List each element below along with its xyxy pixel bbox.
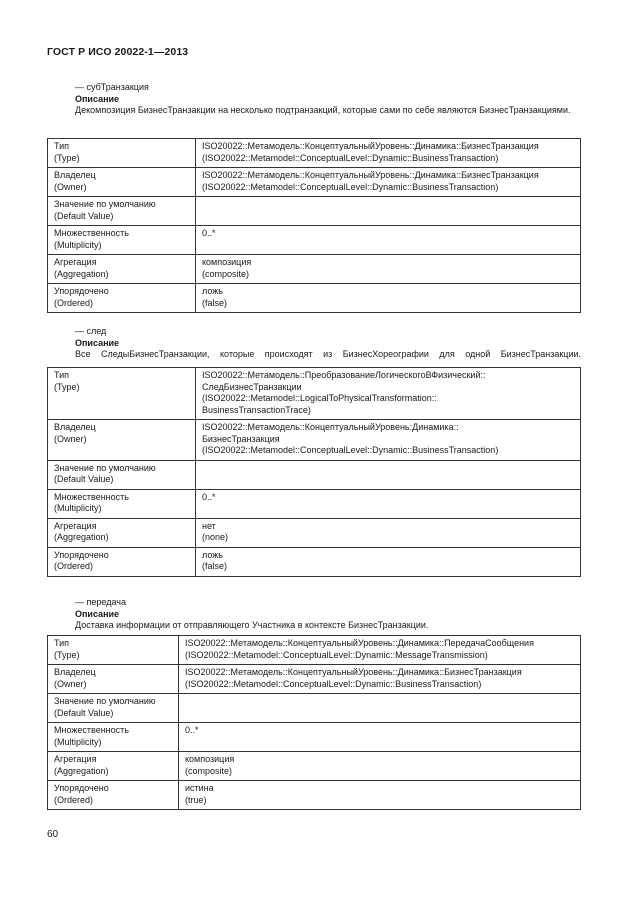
- property-value-cell: [196, 139, 581, 168]
- property-label-line: Упорядочено: [54, 549, 109, 560]
- property-value-line: ISO20022::Метамодель::КонцептуальныйУровень:Динамика::: [202, 422, 459, 432]
- property-value-line: (ISO20022::Metamodel::ConceptualLevel::Dynamic::BusinessTransaction): [185, 678, 482, 689]
- table-row: [48, 547, 581, 576]
- table-row: [48, 723, 581, 752]
- property-label-cell: [48, 636, 179, 665]
- property-label-cell: [48, 420, 196, 461]
- property-label-line: (Ordered): [54, 561, 94, 571]
- table-row: [48, 368, 581, 420]
- page-number: 60: [47, 829, 59, 840]
- table-row: [48, 420, 581, 461]
- property-label-cell: [48, 168, 196, 197]
- property-label-cell: [48, 781, 179, 810]
- property-label-line: Множественность: [54, 228, 129, 238]
- property-value-line: (ISO20022::Metamodel::ConceptualLevel::Dynamic::BusinessTransaction): [202, 181, 499, 192]
- property-label-line: Множественность: [54, 491, 129, 502]
- table-row: [48, 226, 581, 255]
- table-row: [48, 636, 581, 665]
- property-value-line: ISO20022::Метамодель::КонцептуальныйУровень::Динамика::ПередачаСообщения: [185, 638, 534, 648]
- property-label-line: (Multiplicity): [54, 736, 102, 747]
- property-label-cell: [48, 460, 196, 489]
- property-value-cell: [196, 255, 581, 284]
- property-value-line: (false): [202, 561, 228, 571]
- properties-table: [47, 367, 581, 577]
- property-value-cell: [196, 368, 581, 420]
- property-value-line: 0..*: [185, 725, 199, 735]
- table-row: [48, 665, 581, 694]
- property-label-line: Тип: [54, 638, 70, 648]
- property-value-cell: [179, 781, 581, 810]
- property-label-line: (Type): [54, 381, 80, 392]
- table-row: [48, 781, 581, 810]
- property-value-line: (composite): [202, 268, 250, 279]
- property-label-line: Значение по умолчанию: [54, 462, 156, 473]
- property-label-cell: [48, 139, 196, 168]
- property-value-cell: [196, 547, 581, 576]
- property-label-line: (Ordered): [54, 297, 94, 308]
- property-value-line: (true): [185, 794, 207, 805]
- property-value-cell: [196, 226, 581, 255]
- property-label-line: (Aggregation): [54, 532, 109, 542]
- property-label-line: (Owner): [54, 433, 87, 444]
- property-value-line: (composite): [185, 765, 233, 776]
- property-label-line: (Default Value): [54, 474, 114, 484]
- section-subtransaction: [47, 82, 581, 117]
- property-value-line: 0..*: [202, 491, 216, 502]
- property-value-line: СледБизнесТранзакции: [202, 381, 302, 392]
- description-label: Описание: [75, 93, 120, 104]
- property-label-cell: [48, 547, 196, 576]
- table-row: [48, 284, 581, 313]
- property-name: — передача: [75, 597, 126, 607]
- property-label-line: Агрегация: [54, 520, 97, 531]
- property-label-line: Владелец: [54, 667, 96, 677]
- property-name: — субТранзакция: [75, 82, 149, 92]
- property-value-line: (ISO20022::Metamodel::ConceptualLevel::Dynamic::BusinessTransaction): [202, 445, 499, 455]
- property-label-cell: [48, 665, 179, 694]
- property-value-cell: [196, 197, 581, 226]
- property-label-line: Тип: [54, 370, 70, 380]
- property-label-line: (Type): [54, 152, 80, 163]
- property-label-cell: [48, 226, 196, 255]
- property-label-line: Упорядочено: [54, 783, 109, 793]
- property-label-line: Значение по умолчанию: [54, 199, 156, 209]
- property-value-line: ISO20022::Метамодель::КонцептуальныйУровень::Динамика::БизнесТранзакция: [202, 141, 539, 151]
- description-text: Доставка информации от отправляющего Участника в контексте БизнесТранзакции.: [75, 620, 429, 630]
- description-text: Все СледыБизнесТранзакции, которые происходят из БизнесХореографии для одной БизнесТранзакции.: [75, 349, 581, 359]
- property-value-cell: [196, 284, 581, 313]
- property-value-cell: [179, 752, 581, 781]
- property-label-cell: [48, 489, 196, 518]
- property-label-cell: [48, 255, 196, 284]
- property-value-line: композиция: [185, 754, 235, 764]
- property-label-line: (Ordered): [54, 794, 94, 805]
- property-label-line: (Aggregation): [54, 765, 109, 776]
- section-transmission: [47, 597, 581, 632]
- property-value-cell: [196, 518, 581, 547]
- property-value-cell: [179, 636, 581, 665]
- property-value-line: истина: [185, 783, 214, 793]
- property-label-line: Множественность: [54, 725, 129, 735]
- property-value-line: ложь: [202, 549, 223, 560]
- property-label-line: (Default Value): [54, 707, 114, 718]
- property-label-cell: [48, 368, 196, 420]
- property-value-line: (ISO20022::Metamodel::ConceptualLevel::Dynamic::MessageTransmission): [185, 649, 488, 660]
- property-value-cell: [179, 665, 581, 694]
- description-label: Описание: [75, 337, 120, 348]
- property-value-line: ISO20022::Метамодель::ПреобразованиеЛогическогоВФизический::: [202, 370, 486, 380]
- table-row: [48, 255, 581, 284]
- property-label-cell: [48, 752, 179, 781]
- property-value-cell: [179, 694, 581, 723]
- table-row: [48, 168, 581, 197]
- property-value-line: (false): [202, 297, 228, 308]
- property-value-line: ложь: [202, 286, 223, 296]
- property-label-line: (Multiplicity): [54, 239, 102, 250]
- properties-table: [47, 138, 581, 313]
- document-header: ГОСТ Р ИСО 20022-1—2013: [47, 46, 189, 58]
- property-label-line: (Multiplicity): [54, 503, 102, 513]
- property-value-line: БизнесТранзакция: [202, 433, 280, 444]
- property-label-line: (Type): [54, 649, 80, 660]
- property-value-cell: [179, 723, 581, 752]
- property-value-line: (none): [202, 532, 229, 542]
- table-row: [48, 518, 581, 547]
- table-row: [48, 197, 581, 226]
- property-label-line: (Default Value): [54, 210, 114, 221]
- property-value-cell: [196, 460, 581, 489]
- property-label-line: (Owner): [54, 181, 87, 192]
- property-label-cell: [48, 518, 196, 547]
- property-label-line: (Owner): [54, 678, 87, 689]
- property-label-cell: [48, 197, 196, 226]
- property-label-line: Значение по умолчанию: [54, 696, 156, 706]
- table-row: [48, 489, 581, 518]
- table-row: [48, 139, 581, 168]
- property-value-line: BusinessTransactionTrace): [202, 404, 311, 415]
- property-label-line: Тип: [54, 141, 70, 151]
- table-row: [48, 694, 581, 723]
- section-trace: [47, 326, 581, 361]
- property-value-line: нет: [202, 520, 216, 531]
- property-value-line: (ISO20022::Metamodel::LogicalToPhysicalTransformation::: [202, 393, 437, 403]
- property-value-line: 0..*: [202, 228, 216, 238]
- description-label: Описание: [75, 608, 120, 619]
- property-name: — след: [75, 326, 107, 336]
- property-value-cell: [196, 489, 581, 518]
- property-value-cell: [196, 168, 581, 197]
- property-value-line: ISO20022::Метамодель::КонцептуальныйУровень::Динамика::БизнесТранзакция: [202, 170, 539, 180]
- properties-table: [47, 635, 581, 810]
- property-label-line: Владелец: [54, 422, 96, 432]
- property-value-line: композиция: [202, 257, 252, 267]
- property-label-cell: [48, 284, 196, 313]
- property-value-line: ISO20022::Метамодель::КонцептуальныйУровень::Динамика::БизнесТранзакция: [185, 667, 522, 677]
- table-row: [48, 460, 581, 489]
- property-label-line: Агрегация: [54, 754, 97, 764]
- property-label-line: Агрегация: [54, 257, 97, 267]
- description-text: Декомпозиция БизнесТранзакции на несколько подтранзакций, которые сами по себе являются БизнесТранзакциями.: [75, 105, 571, 115]
- property-value-cell: [196, 420, 581, 461]
- property-label-cell: [48, 694, 179, 723]
- property-label-line: (Aggregation): [54, 268, 109, 279]
- property-label-cell: [48, 723, 179, 752]
- table-row: [48, 752, 581, 781]
- property-label-line: Владелец: [54, 170, 96, 180]
- property-label-line: Упорядочено: [54, 286, 109, 296]
- property-value-line: (ISO20022::Metamodel::ConceptualLevel::Dynamic::BusinessTransaction): [202, 152, 499, 163]
